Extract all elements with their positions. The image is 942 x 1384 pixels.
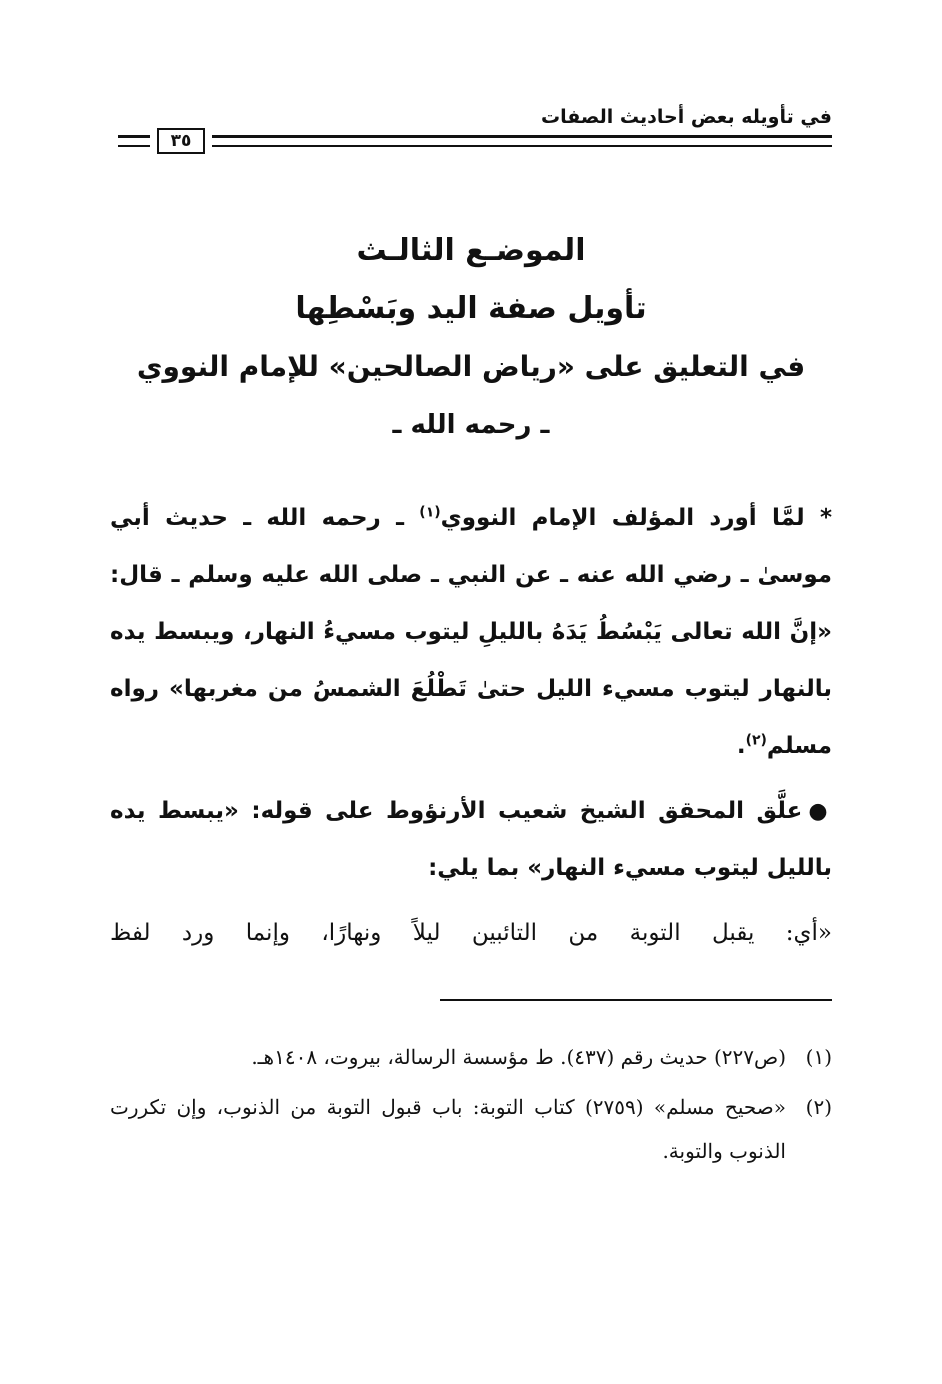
- footnote-text: (ص٢٢٧) حديث رقم (٤٣٧). ط مؤسسة الرسالة، بيروت، ١٤٠٨هـ.: [251, 1045, 786, 1069]
- paragraph-1-start: * لمَّا أورد المؤلف الإمام النووي: [440, 505, 832, 531]
- title-line-3: في التعليق على «رياض الصالحين» للإمام النووي: [136, 350, 806, 383]
- footnote-number: (٢): [805, 1095, 832, 1119]
- paragraph-1-middle: ـ رحمه الله ـ حديث أبي موسىٰ ـ رضي الله عنه ـ عن النبي ـ صلى الله عليه وسلم ـ قال: «إنَّ الله تعالى يَبْسُطُ يَدَهُ بالليلِ ليتوب مسيءُ النهار، ويبسط يده بالنهار ليتوب مسيء الليل حتىٰ تَطْلُعَ الشمسُ من مغربها» رواه مسلم: [110, 505, 832, 759]
- footnotes: [110, 1035, 832, 1179]
- running-title: في تأويله بعض أحاديث الصفات: [540, 106, 832, 128]
- footnote-2: [110, 1085, 832, 1173]
- header-rule: [212, 135, 832, 147]
- paragraph-1-end: .: [736, 733, 746, 759]
- bullet-icon: ●: [808, 799, 832, 824]
- header-rule-left: [118, 135, 150, 147]
- comment-paragraph: [110, 783, 832, 897]
- footnote-number: (١): [805, 1045, 832, 1069]
- paragraph-1: [110, 490, 832, 775]
- paragraph-2: «أي: يقبل التوبة من التائبين ليلاً ونهارًا، وإنما ورد لفظ: [110, 920, 832, 946]
- footnote-divider: [440, 999, 832, 1001]
- title-line-4: ـ رحمه الله ـ: [392, 410, 550, 440]
- footnote-1: [110, 1035, 832, 1079]
- title-line-2: تأويل صفة اليد وبَسْطِها: [295, 291, 647, 326]
- title-line-1: الموضـع الثالـث: [356, 233, 586, 268]
- comment-text: علَّق المحقق الشيخ شعيب الأرنؤوط على قوله: «يبسط يده بالليل ليتوب مسيء النهار» بما يلي:: [110, 798, 832, 881]
- footnote-ref-2: (٢): [745, 732, 767, 749]
- section-title: [110, 222, 832, 454]
- page-number: ٣٥: [157, 128, 205, 154]
- body-text: [110, 490, 832, 962]
- footnote-text: «صحيح مسلم» (٢٧٥٩) كتاب التوبة: باب قبول التوبة من الذنوب، وإن تكررت الذنوب والتوبة.: [110, 1095, 786, 1163]
- footnote-ref-1: (١): [419, 504, 441, 521]
